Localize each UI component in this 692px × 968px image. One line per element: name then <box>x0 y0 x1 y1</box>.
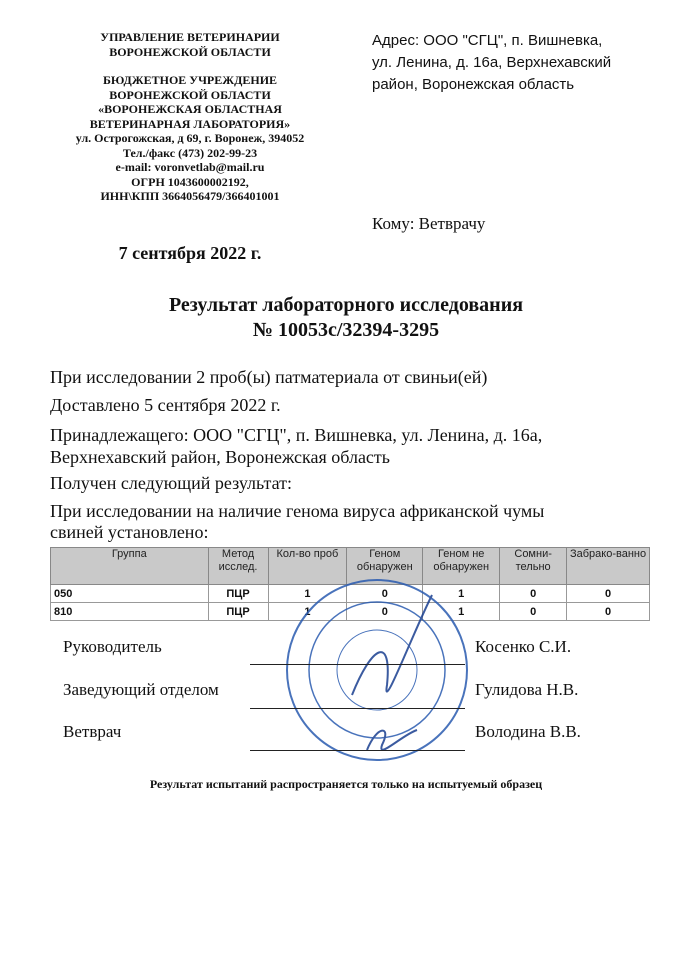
body-line: Доставлено 5 сентября 2022 г. <box>50 395 281 415</box>
column-header: Геном не обнаружен <box>423 548 500 585</box>
org-line: ВОРОНЕЖСКОЙ ОБЛАСТИ <box>109 87 271 102</box>
table-cell: 0 <box>347 585 423 603</box>
body-line: Верхнехавский район, Воронежская область <box>50 447 390 467</box>
signatory-name: Володина В.В. <box>475 722 581 741</box>
org-line: БЮДЖЕТНОЕ УЧРЕЖДЕНИЕ <box>102 73 278 87</box>
stamp-middle-ring <box>309 602 445 738</box>
document-date: 7 сентября 2022 г. <box>118 243 262 263</box>
signature-line <box>250 750 465 751</box>
org-line: ул. Острогожская, д 69, г. Воронеж, 394052 <box>75 131 305 145</box>
org-line: ОГРН 1043600002192, <box>131 174 249 189</box>
column-header: Сомни-тельно <box>500 548 567 585</box>
signatory-name: Косенко С.И. <box>475 637 572 656</box>
signature-line <box>250 664 465 665</box>
org-line: Тел./факс (473) 202-99-23 <box>122 145 258 160</box>
column-header: Геном обнаружен <box>347 548 423 585</box>
table-cell: ПЦР <box>208 585 268 603</box>
results-table <box>50 547 650 621</box>
table-cell: 0 <box>500 603 567 621</box>
recipient-address <box>372 30 672 96</box>
address-line: ул. Ленина, д. 16а, Верхнехавский <box>372 54 612 71</box>
table-cell: ПЦР <box>208 603 268 621</box>
table-cell: 0 <box>567 603 650 621</box>
organization-header <box>40 30 340 204</box>
org-line: УПРАВЛЕНИЕ ВЕТЕРИНАРИИ <box>100 30 280 44</box>
stamp-inner-ring <box>337 630 417 710</box>
signature-mark <box>367 730 417 750</box>
table-cell: 050 <box>51 585 209 603</box>
table-row <box>51 603 650 621</box>
org-line: e-mail: voronvetlab@mail.ru <box>115 160 265 174</box>
result-number: № 10053с/32394-3295 <box>252 319 440 341</box>
org-line: «ВОРОНЕЖСКАЯ ОБЛАСТНАЯ <box>98 102 282 116</box>
footer-note: Результат испытаний распространяется только на испытуемый образец <box>149 777 543 791</box>
org-line: ВЕТЕРИНАРНАЯ ЛАБОРАТОРИЯ» <box>89 116 291 131</box>
org-line: ВОРОНЕЖСКОЙ ОБЛАСТИ <box>109 44 271 59</box>
column-header: Метод исслед. <box>208 548 268 585</box>
signature-role: Ветврач <box>63 722 122 741</box>
document-title <box>0 293 692 343</box>
signature-line <box>250 708 465 709</box>
column-header: Кол-во проб <box>268 548 347 585</box>
body-line: При исследовании на наличие генома вируса африканской чумы <box>50 501 545 521</box>
address-line: район, Воронежская область <box>372 76 575 93</box>
table-cell: 1 <box>423 585 500 603</box>
title-line: Результат лабораторного исследования <box>168 294 524 316</box>
body-line: Получен следующий результат: <box>50 473 293 493</box>
signatory-name: Гулидова Н.В. <box>475 680 579 699</box>
signature-role: Руководитель <box>63 637 162 656</box>
table-cell: 0 <box>500 585 567 603</box>
signature-role: Заведующий отделом <box>63 680 219 699</box>
table-cell: 0 <box>567 585 650 603</box>
address-line: Адрес: ООО "СГЦ", п. Вишневка, <box>372 32 603 49</box>
table-cell: 0 <box>347 603 423 621</box>
table-row <box>51 585 650 603</box>
body-line: Принадлежащего: ООО "СГЦ", п. Вишневка, ул. Ленина, д. 16а, <box>50 425 543 445</box>
table-cell: 810 <box>51 603 209 621</box>
addressee: Кому: Ветврачу <box>372 214 486 233</box>
column-header: Забрако-ванно <box>567 548 650 585</box>
body-line: свиней установлено: <box>50 522 209 542</box>
org-line: ИНН\КПП 3664056479/366401001 <box>100 189 280 203</box>
body-line: При исследовании 2 проб(ы) патматериала от свиньи(ей) <box>50 367 488 387</box>
column-header: Группа <box>51 548 209 585</box>
spacer <box>40 59 340 73</box>
table-cell: 1 <box>268 585 347 603</box>
table-cell: 1 <box>268 603 347 621</box>
table-cell: 1 <box>423 603 500 621</box>
